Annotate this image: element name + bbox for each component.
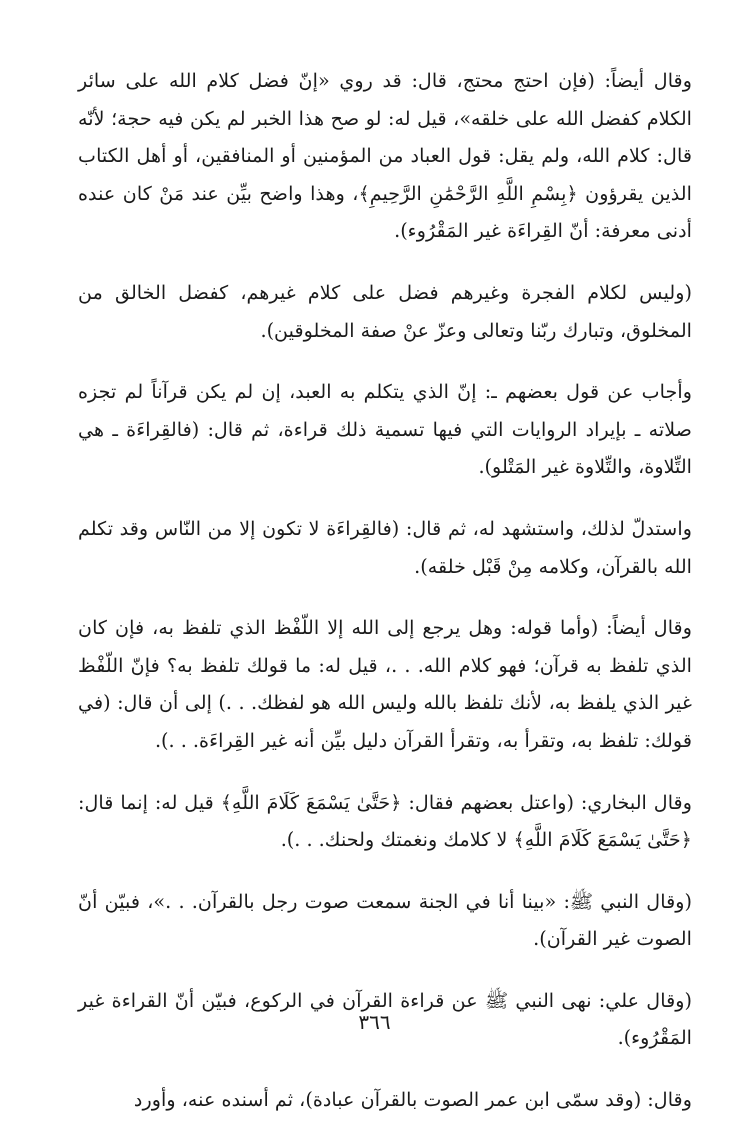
paragraph-2: (وليس لكلام الفجرة وغيرهم فضل على كلام غيرهم، كفضل الخالق من المخلوق، وتبارك ربّنا وتعالى وعزّ عنْ صفة المخلوقين). [78,280,692,342]
paragraph-6: وقال البخاري: (واعتل بعضهم فقال: ﴿حَتَّىٰ يَسْمَعَ كَلَامَ اللَّهِ﴾ قيل له: إنما قال: ﴿حَتَّىٰ يَسْمَعَ كَلَامَ اللَّهِ﴾ لا كلامك ونغمتك ولحنك. . .). [78,790,692,852]
paragraph-3: وأجاب عن قول بعضهم ـ: إنّ الذي يتكلم به العبد، إن لم يكن قرآناً لم تجزه صلاته ـ بإيراد الروايات التي فيها تسمية ذلك قراءة، ثم قال: (فالقِراءَة ـ هي التِّلاوة، والتِّلاوة غير المَتْلو). [78,380,692,479]
paragraph-1: وقال أيضاً: (فإن احتج محتج، قال: قد روي «إنّ فضل كلام الله على سائر الكلام كفضل الله على خلقه»، قيل له: لو صح هذا الخبر لم يكن فيه حجة؛ لأنّه قال: كلام الله، ولم يقل: قول العباد من المؤمنين أو المنافقين، أو أهل الكتاب الذين يقرؤون ﴿بِسْمِ اللَّهِ الرَّحْمَٰنِ الرَّحِيمِ﴾، وهذا واضح بيِّن عند مَنْ كان عنده أدنى معرفة: أنّ القِراءَة غير المَقْرُوء). [78,69,692,243]
page-number: ٣٦٦ [358,1010,391,1034]
page-body [78,62,692,1112]
paragraph-9: وقال: (وقد سمّى ابن عمر الصوت بالقرآن عبادة)، ثم أسنده عنه، وأورد [133,1088,692,1112]
paragraph-5: وقال أيضاً: (وأما قوله: وهل يرجع إلى الله إلا اللّفْظ الذي تلفظ به، فإن كان الذي تلفظ به قرآن؛ فهو كلام الله. . .، قيل له: ما قولك تلفظ به؟ فإنّ اللّفْظ غير الذي يلفظ به، لأنك تلفظ بالله وليس الله هو لفظك. . .) إلى أن قال: (في قولك: تلفظ به، وتقرأ به، وتقرأ القرآن دليل بيِّن أنه غير القِراءَة. . .). [78,616,692,752]
paragraph-8: (وقال علي: نهى النبي ﷺ عن قراءة القرآن في الركوع، فبيّن أنّ القراءة غير المَقْرُوء). [78,988,692,1050]
paragraph-7: (وقال النبي ﷺ: «بينا أنا في الجنة سمعت صوت رجل بالقرآن. . .»، فبيّن أنّ الصوت غير القرآن). [78,889,692,951]
paragraph-4: واستدلّ لذلك، واستشهد له، ثم قال: (فالقِراءَة لا تكون إلا من النّاس وقد تكلم الله بالقرآن، وكلامه مِنْ قَبْل خلقه). [78,516,692,578]
